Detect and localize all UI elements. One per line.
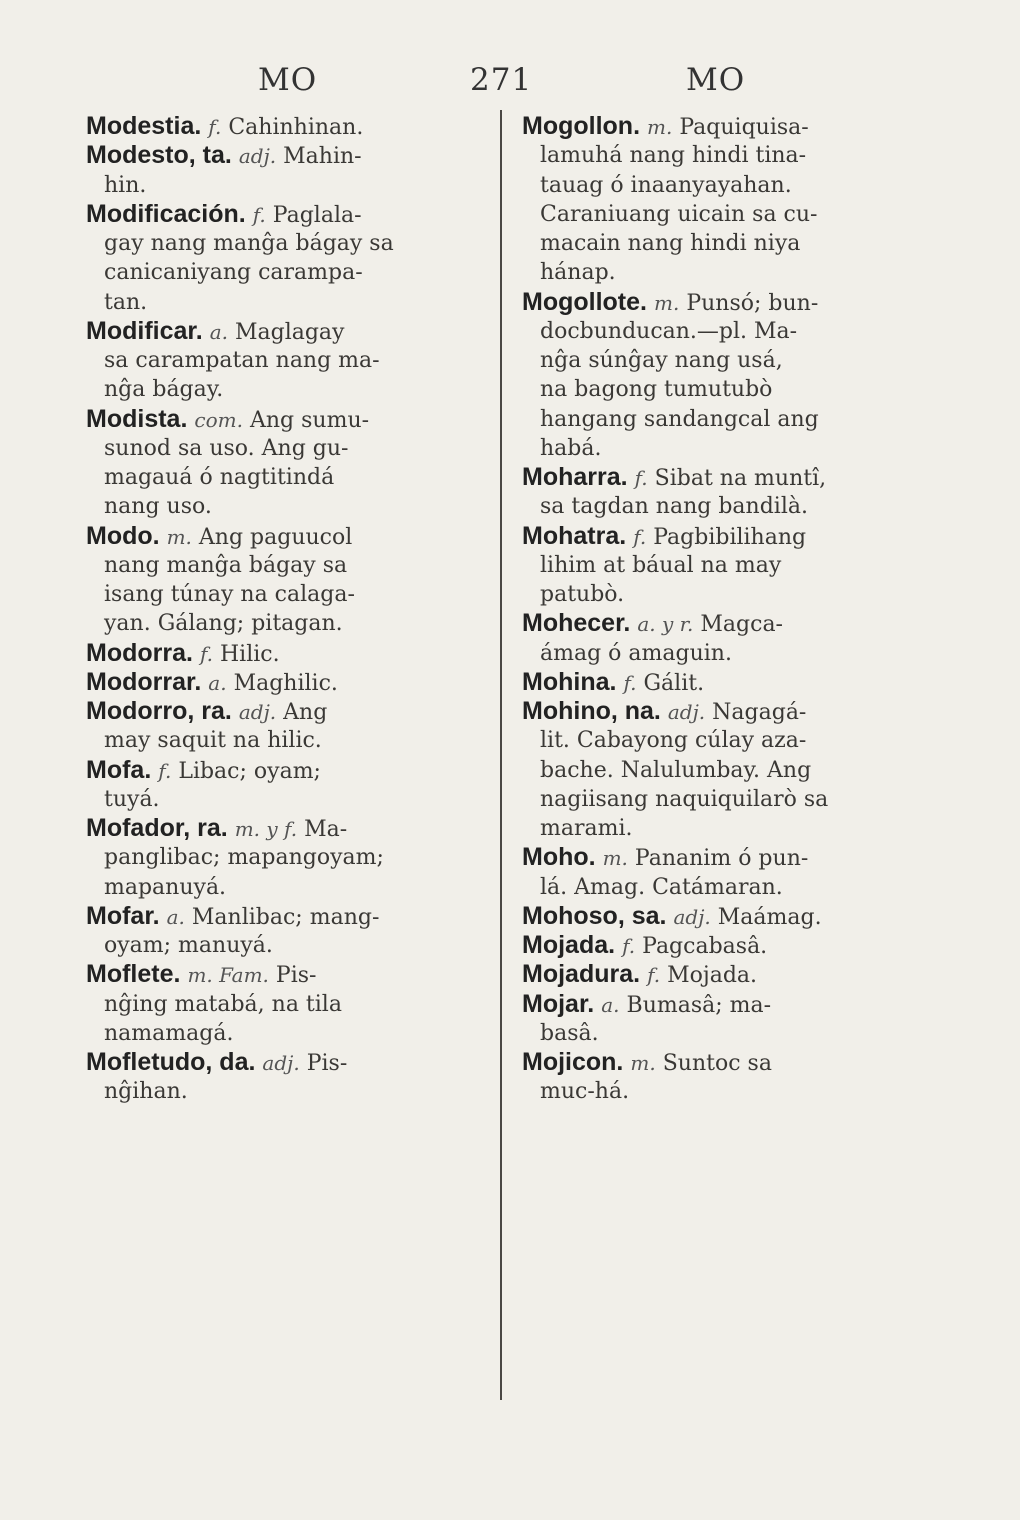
definition-text: Pananim ó pun- <box>634 846 809 872</box>
headword: Mogollote. <box>522 287 647 316</box>
dictionary-entry <box>86 522 486 639</box>
entry-line <box>86 492 486 521</box>
dictionary-entry <box>86 756 486 815</box>
part-of-speech: m. <box>653 290 680 315</box>
definition-text: basâ. <box>540 1020 599 1046</box>
page-header <box>0 62 1020 102</box>
part-of-speech: a. y r. <box>637 612 694 637</box>
definition-text: Punsó; bun- <box>686 290 819 316</box>
entry-line <box>86 609 486 638</box>
entry-line <box>522 756 922 785</box>
entry-line <box>86 1019 486 1048</box>
headword: Mogollon. <box>522 112 641 140</box>
dictionary-entry <box>86 960 486 1048</box>
entry-line <box>86 317 486 346</box>
entry-line <box>522 1019 922 1048</box>
entry-line <box>86 1048 486 1077</box>
entry-line <box>86 990 486 1019</box>
entry-line <box>86 580 486 609</box>
entry-line <box>86 258 486 287</box>
part-of-speech: m. <box>647 115 673 139</box>
definition-text: may saquit na hilic. <box>104 728 322 754</box>
definition-text: marami. <box>540 816 633 841</box>
definition-text: namamagá. <box>104 1020 234 1046</box>
part-of-speech: m. <box>630 1051 656 1075</box>
definition-text: mapanuyá. <box>104 874 227 900</box>
entry-line <box>522 200 922 229</box>
headword: Modista. <box>86 404 188 433</box>
headword: Modo. <box>86 521 160 550</box>
entry-line <box>522 317 922 346</box>
entry-line <box>86 639 486 668</box>
part-of-speech: a. <box>601 992 620 1017</box>
headword: Moho. <box>522 843 596 872</box>
part-of-speech: f. <box>199 641 213 666</box>
entry-line <box>522 990 922 1019</box>
definition-text: tauag ó inaanyayahan. <box>540 172 792 198</box>
definition-text: Manlibac; mang- <box>191 904 380 930</box>
right-column <box>522 112 922 1107</box>
part-of-speech: f. <box>623 670 637 695</box>
dictionary-entry <box>86 200 486 317</box>
definition-text: na bagong tumutubò <box>540 377 773 403</box>
part-of-speech: f. <box>158 758 172 783</box>
entry-line <box>522 141 922 170</box>
definition-text: Paglala- <box>272 202 362 228</box>
definition-text: sa tagdan nang bandilà. <box>540 494 808 520</box>
headword: Mohoso, sa. <box>522 901 667 930</box>
dictionary-entry <box>522 1048 922 1107</box>
entry-line <box>522 492 922 521</box>
entry-line <box>86 931 486 960</box>
headword: Modorro, ra. <box>86 697 232 725</box>
part-of-speech: adj. <box>673 904 711 929</box>
definition-text: Magca- <box>700 612 783 638</box>
entry-line <box>522 405 922 434</box>
headword: Mofar. <box>86 901 160 930</box>
dictionary-entry <box>522 931 922 960</box>
part-of-speech: f. <box>633 524 647 549</box>
headword: Moharra. <box>522 463 628 491</box>
definition-text: tuyá. <box>104 786 160 812</box>
dictionary-entry <box>86 112 486 141</box>
definition-text: sa carampatan nang ma- <box>104 348 380 373</box>
definition-text: yan. Gálang; pitagan. <box>104 611 343 637</box>
headword: Mojicon. <box>522 1048 624 1076</box>
definition-text: Hilic. <box>220 641 280 667</box>
part-of-speech: adj. <box>667 700 706 724</box>
headword: Modificar. <box>86 316 203 345</box>
entry-line <box>86 814 486 843</box>
definition-text: hangang sandangcal ang <box>540 406 819 432</box>
entry-line <box>522 639 922 668</box>
dictionary-entry <box>522 843 922 902</box>
definition-text: habá. <box>540 435 602 461</box>
definition-text: Mahin- <box>283 144 362 170</box>
dictionary-entry <box>86 697 486 756</box>
definition-text: nang manĝa bágay sa <box>104 552 348 578</box>
dictionary-entry <box>522 112 922 288</box>
definition-text: hin. <box>104 172 147 198</box>
part-of-speech: adj. <box>238 144 277 169</box>
entry-line <box>86 141 486 170</box>
definition-text: gay nang manĝa bágay sa <box>104 231 394 256</box>
definition-text: Gálit. <box>643 670 705 696</box>
entry-line <box>522 434 922 463</box>
entry-line <box>86 112 486 141</box>
entry-line <box>86 434 486 463</box>
definition-text: Sibat na muntî, <box>654 466 827 491</box>
headword: Mohecer. <box>522 609 631 638</box>
dictionary-entry <box>522 697 922 843</box>
headword: Modestia. <box>86 112 202 140</box>
definition-text: nĝa bágay. <box>104 377 224 403</box>
headword: Modificación. <box>86 199 246 228</box>
definition-text: Maglagay <box>234 319 345 345</box>
definition-text: muc-há. <box>540 1079 630 1105</box>
definition-text: Maghilic. <box>233 670 338 696</box>
definition-text: lá. Amag. Catámaran. <box>540 874 783 900</box>
headword: Mojada. <box>522 931 616 959</box>
part-of-speech: a. <box>166 904 185 929</box>
entry-line <box>522 931 922 960</box>
entry-line <box>522 609 922 638</box>
entry-line <box>86 697 486 726</box>
headword: Moflete. <box>86 960 181 989</box>
dictionary-entry <box>522 463 922 522</box>
definition-text: nagiisang naquiquilarò sa <box>540 786 829 812</box>
definition-text: Suntoc sa <box>662 1051 772 1076</box>
part-of-speech: f. <box>634 466 648 490</box>
dictionary-entry <box>86 405 486 522</box>
headword: Modesto, ta. <box>86 141 232 170</box>
headword: Mohino, na. <box>522 697 661 725</box>
dictionary-entry <box>86 1048 486 1107</box>
dictionary-entry <box>86 141 486 200</box>
definition-text: ámag ó amaguin. <box>540 640 732 666</box>
part-of-speech: m. <box>602 846 628 871</box>
dictionary-entry <box>522 522 922 610</box>
definition-text: oyam; manuyá. <box>104 933 273 958</box>
entry-line <box>522 668 922 697</box>
definition-text: Bumasâ; ma- <box>626 992 772 1018</box>
definition-text: Pagcabasâ. <box>642 934 768 959</box>
definition-text: nang uso. <box>104 494 212 520</box>
dictionary-entry <box>522 902 922 931</box>
definition-text: tan. <box>104 289 148 315</box>
entry-line <box>86 726 486 755</box>
definition-text: isang túnay na calaga- <box>104 582 355 607</box>
page-number: 271 <box>470 62 533 98</box>
dictionary-entry <box>522 668 922 697</box>
entry-line <box>86 873 486 902</box>
dictionary-entry <box>86 639 486 668</box>
definition-text: Cahinhinan. <box>228 115 364 140</box>
left-column <box>86 112 486 1107</box>
definition-text: hánap. <box>540 260 616 286</box>
definition-text: nĝihan. <box>104 1079 188 1105</box>
part-of-speech: f. <box>622 934 636 958</box>
entry-line <box>522 171 922 200</box>
definition-text: lamuhá nang hindi tina- <box>540 143 807 169</box>
part-of-speech: f. <box>647 963 661 988</box>
definition-text: magauá ó nagtitindá <box>104 465 335 490</box>
entry-line <box>522 785 922 814</box>
part-of-speech: m. y f. <box>234 817 298 841</box>
definition-text: sunod sa uso. Ang gu- <box>104 435 349 461</box>
entry-line <box>522 112 922 141</box>
headword: Modorrar. <box>86 667 202 696</box>
entry-line <box>522 843 922 872</box>
entry-line <box>86 229 486 258</box>
column-divider <box>500 110 502 1400</box>
definition-text: Pis- <box>306 1051 348 1076</box>
entry-line <box>86 171 486 200</box>
definition-text: lit. Cabayong cúlay aza- <box>540 728 807 754</box>
entry-line <box>86 463 486 492</box>
definition-text: nĝing matabá, na tila <box>104 991 342 1017</box>
entry-line <box>522 960 922 989</box>
entry-line <box>86 405 486 434</box>
definition-text: patubò. <box>540 582 625 607</box>
part-of-speech: adj. <box>262 1051 300 1075</box>
entry-line <box>86 551 486 580</box>
entry-line <box>86 346 486 375</box>
headword: Mofletudo, da. <box>86 1048 256 1076</box>
headword: Mohatra. <box>522 521 627 550</box>
definition-text: Ang <box>283 700 328 725</box>
headword: Mofador, ra. <box>86 814 228 842</box>
part-of-speech: com. <box>194 407 243 432</box>
definition-text: Maámag. <box>717 904 822 930</box>
entry-line <box>522 229 922 258</box>
definition-text: Ma- <box>304 817 348 842</box>
part-of-speech: f. <box>252 202 266 227</box>
definition-text: Paquiquisa- <box>679 115 809 140</box>
part-of-speech: a. <box>208 670 227 695</box>
entry-line <box>522 1077 922 1106</box>
definition-text: lihim at báual na may <box>540 552 782 578</box>
part-of-speech: f. <box>208 115 222 139</box>
entry-line <box>522 902 922 931</box>
entry-line <box>86 200 486 229</box>
entry-line <box>86 288 486 317</box>
part-of-speech: adj. <box>238 700 277 724</box>
left-guide-word: MO <box>258 62 318 98</box>
entry-line <box>522 346 922 375</box>
dictionary-entry <box>522 990 922 1049</box>
entry-line <box>86 756 486 785</box>
entry-line <box>522 580 922 609</box>
definition-text: Libac; oyam; <box>178 758 321 784</box>
definition-text: Nagagá- <box>712 700 807 725</box>
entry-line <box>522 697 922 726</box>
entry-line <box>522 463 922 492</box>
entry-line <box>86 1077 486 1106</box>
definition-text: Mojada. <box>667 963 758 989</box>
definition-text: Pagbibilihang <box>653 524 807 550</box>
definition-text: bache. Nalulumbay. Ang <box>540 757 812 783</box>
entry-line <box>522 258 922 287</box>
dictionary-entry <box>86 814 486 902</box>
headword: Mojar. <box>522 989 595 1018</box>
headword: Mofa. <box>86 755 152 784</box>
definition-text: Pis- <box>275 963 317 989</box>
dictionary-entry <box>522 609 922 668</box>
dictionary-entry <box>86 317 486 405</box>
entry-line <box>86 960 486 989</box>
entry-line <box>522 522 922 551</box>
definition-text: Caraniuang uicain sa cu- <box>540 201 818 227</box>
dictionary-entry <box>86 902 486 961</box>
entry-line <box>522 814 922 843</box>
headword: Mojadura. <box>522 960 641 989</box>
entry-line <box>86 785 486 814</box>
definition-text: macain nang hindi niya <box>540 231 801 256</box>
part-of-speech: a. <box>209 319 228 344</box>
part-of-speech: m. <box>166 524 192 549</box>
entry-line <box>522 1048 922 1077</box>
definition-text: docbunducan.—pl. Ma- <box>540 318 798 344</box>
entry-line <box>522 375 922 404</box>
part-of-speech: m. Fam. <box>187 963 269 988</box>
entry-line <box>86 902 486 931</box>
headword: Modorra. <box>86 638 193 667</box>
definition-text: nĝa súnĝay nang usá, <box>540 348 783 373</box>
right-guide-word: MO <box>686 62 746 98</box>
entry-line <box>86 843 486 872</box>
definition-text: Ang paguucol <box>198 524 353 550</box>
dictionary-entry <box>522 960 922 989</box>
entry-line <box>522 551 922 580</box>
definition-text: panglibac; mapangoyam; <box>104 845 384 871</box>
entry-line <box>86 668 486 697</box>
definition-text: Ang sumu- <box>249 407 370 433</box>
definition-text: canicaniyang carampa- <box>104 260 363 286</box>
entry-line <box>522 726 922 755</box>
headword: Mohina. <box>522 667 617 696</box>
entry-line <box>522 873 922 902</box>
dictionary-entry <box>522 288 922 464</box>
entry-line <box>86 522 486 551</box>
dictionary-entry <box>86 668 486 697</box>
entry-line <box>86 375 486 404</box>
entry-line <box>522 288 922 317</box>
